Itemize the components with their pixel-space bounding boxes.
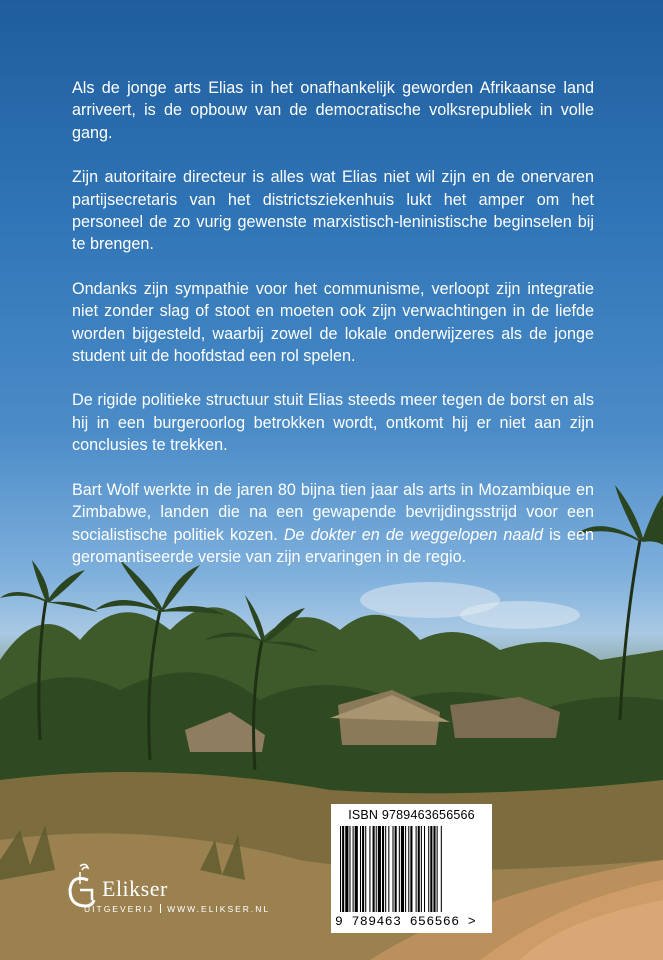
separator: [160, 904, 161, 913]
publisher-logo: [62, 860, 322, 920]
barcode-bars: [336, 826, 488, 912]
author-bio-paragraph: [72, 479, 594, 569]
publisher-website: WWW.ELIKSER.NL: [167, 904, 271, 914]
publisher-name: Elikser: [102, 876, 168, 901]
blurb-paragraph: Zijn autoritaire directeur is alles wat Elias niet wil zijn en de onervaren partijsecretaris van het districtsziekenhuis lukt het amper om het personeel de zo vurig gewenste marxistisch-leninistische beginselen bij te brengen.: [72, 168, 594, 254]
author-bio-text-end: is een geromantiseerde versie van zijn ervaringen in de regio.: [72, 525, 594, 566]
publisher-imprint: UITGEVERIJ: [84, 904, 155, 914]
publisher-tagline: [84, 904, 270, 914]
author-bio-text: Bart Wolf werkte in de jaren 80 bijna tien jaar als arts in Mozambique en Zimbabwe, landen die na een gewapende bevrijdingsstrijd voor een socialistische politiek kozen.: [72, 480, 594, 544]
blurb-paragraph: Ondanks zijn sympathie voor het communisme, verloopt zijn integratie niet zonder slag of stoot en moeten ook zijn verwachtingen in de liefde worden bijgesteld, waarbij zowel de lokale onderwijzeres als de jonge student uit de hoofdstad een rol spelen.: [72, 279, 594, 366]
back-cover-blurb: [72, 77, 594, 590]
isbn-barcode: [331, 804, 492, 933]
isbn-digits: 9 789463 656566 >: [335, 914, 477, 929]
isbn-label: ISBN 9789463656566: [348, 808, 475, 822]
book-title-italic: De dokter en de weggelopen naald: [283, 525, 544, 544]
blurb-paragraph: De rigide politieke structuur stuit Elias steeds meer tegen de borst en als hij in een burgeroorlog betrokken wordt, ontkomt hij er niet aan zijn conclusies te trekken.: [72, 391, 594, 455]
blurb-paragraph: Als de jonge arts Elias in het onafhankelijk geworden Afrikaanse land arriveert, is de opbouw van de democratische volksrepubliek in volle gang.: [72, 79, 594, 142]
